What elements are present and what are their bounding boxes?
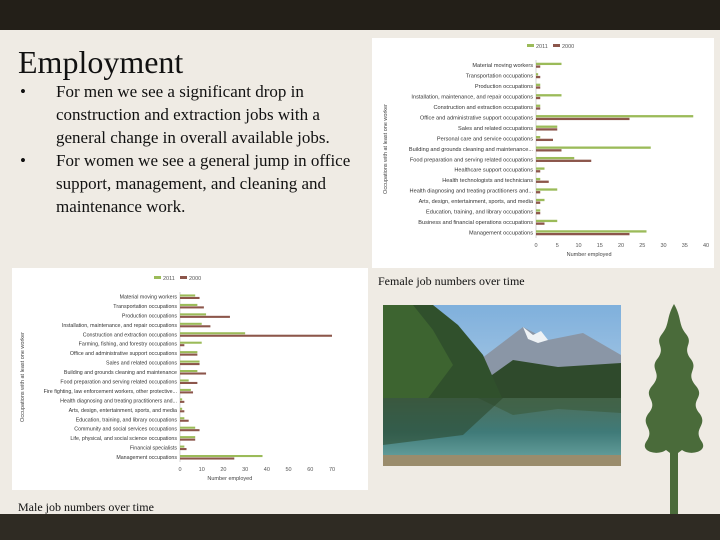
- bar-2011: [180, 323, 202, 325]
- bullet-list: [20, 80, 365, 218]
- category-label: Farming, fishing, and forestry occupations: [78, 341, 177, 348]
- bar-2000: [180, 439, 195, 441]
- x-tick-label: 15: [596, 243, 603, 249]
- category-label: Management occupations: [116, 455, 177, 462]
- bar-2011: [180, 446, 184, 448]
- bar-2000: [536, 202, 540, 204]
- bar-2011: [180, 389, 191, 391]
- category-label: Health diagnosing and treating practitioners and...: [60, 398, 177, 405]
- bar-2000: [536, 128, 557, 130]
- bar-2011: [180, 294, 195, 296]
- bar-2011: [536, 230, 647, 232]
- category-label: Business and financial operations occupations: [418, 220, 533, 227]
- x-tick-label: 40: [263, 467, 270, 473]
- bar-2011: [180, 361, 200, 363]
- category-label: Community and social services occupations: [74, 426, 177, 433]
- bar-2000: [536, 160, 591, 162]
- bar-2011: [180, 427, 195, 429]
- bar-2000: [180, 391, 193, 393]
- category-label: Arts, design, entertainment, sports, and media: [418, 199, 533, 206]
- category-label: Personal care and service occupations: [436, 136, 533, 143]
- bar-2000: [536, 233, 630, 235]
- bar-2011: [536, 199, 545, 201]
- category-label: Construction and extraction occupations: [433, 104, 533, 111]
- bar-2000: [536, 97, 540, 99]
- bar-2011: [180, 342, 202, 344]
- bar-2011: [536, 136, 540, 138]
- category-label: Installation, maintenance, and repair occupations: [411, 94, 533, 101]
- bar-2011: [536, 115, 693, 117]
- category-label: Life, physical, and social science occupations: [70, 436, 177, 443]
- category-label: Sales and related occupations: [458, 125, 533, 132]
- bar-2011: [536, 220, 557, 222]
- bullet-text: For men we see a significant drop in construction and extraction jobs with a general change in overall available jobs.: [56, 82, 330, 147]
- category-label: Production occupations: [474, 83, 533, 90]
- x-tick-label: 60: [307, 467, 314, 473]
- bar-2000: [536, 65, 540, 67]
- bar-2000: [536, 170, 540, 172]
- bar-2011: [536, 105, 540, 107]
- bar-2011: [180, 398, 182, 400]
- legend-swatch: [553, 44, 560, 47]
- legend-label: 2000: [562, 44, 575, 50]
- legend-label: 2000: [189, 276, 202, 282]
- bar-2000: [536, 149, 562, 151]
- x-tick-label: 20: [220, 467, 227, 473]
- category-label: Transportation occupations: [113, 303, 177, 310]
- category-label: Material moving workers: [119, 294, 177, 301]
- bar-2011: [536, 188, 557, 190]
- category-label: Building and grounds cleaning and maintenance: [63, 370, 177, 377]
- x-axis-title: Number employed: [566, 252, 612, 258]
- bullet-item: [20, 149, 365, 218]
- bar-2000: [536, 212, 540, 214]
- bar-2000: [536, 181, 549, 183]
- bar-2011: [536, 126, 557, 128]
- bar-2011: [536, 84, 540, 86]
- category-label: Food preparation and serving related occupations: [60, 379, 177, 386]
- bar-2011: [180, 351, 197, 353]
- bullet-item: [20, 80, 365, 149]
- bullet-text: For women we see a general jump in office support, management, and cleaning and maintenance work.: [56, 151, 351, 216]
- category-label: Food preparation and serving related occupations: [409, 157, 533, 164]
- bar-2000: [180, 335, 332, 337]
- category-label: Construction and extraction occupations: [82, 332, 177, 339]
- category-label: Sales and related occupations: [106, 360, 177, 367]
- female-chart-caption: Female job numbers over time: [378, 274, 525, 288]
- bar-2011: [536, 63, 562, 65]
- x-tick-label: 20: [617, 243, 625, 249]
- x-tick-label: 70: [328, 467, 336, 473]
- category-label: Office and administrative support occupations: [69, 351, 177, 358]
- bar-2000: [536, 107, 540, 109]
- legend-swatch: [527, 44, 534, 47]
- bar-2011: [536, 157, 574, 159]
- bar-2011: [180, 313, 206, 315]
- top-decorative-bar: [0, 0, 720, 30]
- bar-2000: [180, 325, 210, 327]
- pine-tree-icon: [636, 300, 712, 518]
- bar-2011: [180, 332, 245, 334]
- category-label: Education, training, and library occupations: [426, 209, 533, 216]
- bar-2000: [180, 306, 204, 308]
- bar-2000: [536, 86, 540, 88]
- bar-2000: [180, 363, 200, 365]
- male-chart-caption: Male job numbers over time: [18, 500, 154, 514]
- x-tick-label: 35: [681, 243, 688, 249]
- category-label: Office and administrative support occupations: [419, 115, 533, 122]
- x-tick-label: 30: [660, 243, 667, 249]
- bar-2000: [180, 297, 200, 299]
- bar-2011: [536, 167, 545, 169]
- category-label: Healthcare support occupations: [454, 167, 533, 174]
- x-tick-label: 40: [702, 243, 710, 249]
- bar-2000: [536, 139, 553, 141]
- bar-2000: [180, 382, 197, 384]
- bar-2011: [536, 146, 651, 148]
- mountain-lake-photo: [383, 305, 621, 466]
- category-label: Health diagnosing and treating practitioners and...: [409, 188, 533, 195]
- male-bar-chart: [12, 268, 368, 490]
- category-label: Arts, design, entertainment, sports, and media: [68, 407, 177, 414]
- bar-2000: [180, 316, 230, 318]
- slide-title: Employment: [18, 44, 184, 80]
- bar-2000: [180, 448, 187, 450]
- bar-2011: [180, 379, 189, 381]
- category-label: Health technologists and technicians: [442, 178, 533, 185]
- bar-2011: [536, 178, 540, 180]
- y-axis-title: Occupations with at least one worker: [20, 332, 26, 422]
- bar-2000: [180, 354, 197, 356]
- bar-2000: [180, 420, 189, 422]
- bullet-marker: •: [20, 151, 26, 170]
- legend-label: 2011: [163, 276, 175, 282]
- bar-2011: [180, 408, 182, 410]
- x-axis-title: Number employed: [207, 476, 253, 482]
- bar-2000: [180, 410, 184, 412]
- x-tick-label: 50: [285, 467, 292, 473]
- bar-2011: [536, 94, 562, 96]
- category-label: Installation, maintenance, and repair occupations: [61, 322, 177, 329]
- bar-2000: [536, 222, 545, 224]
- bar-2000: [536, 76, 540, 78]
- legend-swatch: [154, 276, 161, 279]
- category-label: Building and grounds cleaning and maintenance...: [408, 146, 533, 153]
- category-label: Production occupations: [121, 313, 177, 320]
- category-label: Management occupations: [468, 230, 533, 237]
- x-tick-label: 10: [198, 467, 205, 473]
- category-label: Financial specialists: [129, 445, 177, 452]
- bar-2000: [536, 191, 540, 193]
- x-tick-label: 30: [242, 467, 249, 473]
- x-tick-label: 0: [534, 243, 538, 249]
- bottom-decorative-bar: [0, 514, 720, 540]
- bar-2011: [536, 209, 540, 211]
- bar-2011: [536, 73, 538, 75]
- female-bar-chart: [372, 38, 714, 268]
- bar-2000: [180, 344, 184, 346]
- bar-2011: [180, 436, 195, 438]
- bar-2011: [180, 417, 184, 419]
- x-tick-label: 0: [178, 467, 182, 473]
- legend-swatch: [180, 276, 187, 279]
- category-label: Fire fighting, law enforcement workers, other protective...: [43, 388, 177, 395]
- x-tick-label: 10: [575, 243, 582, 249]
- bar-2000: [180, 372, 206, 374]
- male-chart-panel: [12, 268, 368, 490]
- bullet-marker: •: [20, 82, 26, 101]
- legend-label: 2011: [536, 44, 548, 50]
- bar-2000: [180, 429, 200, 431]
- bar-2000: [180, 401, 184, 403]
- y-axis-title: Occupations with at least one worker: [383, 104, 389, 194]
- category-label: Education, training, and library occupations: [75, 417, 177, 424]
- bar-2000: [536, 118, 630, 120]
- bar-2011: [180, 304, 197, 306]
- category-label: Transportation occupations: [465, 73, 533, 80]
- bar-2000: [180, 457, 234, 459]
- female-chart-panel: [372, 38, 714, 268]
- x-tick-label: 25: [639, 243, 646, 249]
- bar-2011: [180, 455, 263, 457]
- x-tick-label: 5: [555, 243, 559, 249]
- category-label: Material moving workers: [472, 63, 533, 70]
- bar-2011: [180, 370, 197, 372]
